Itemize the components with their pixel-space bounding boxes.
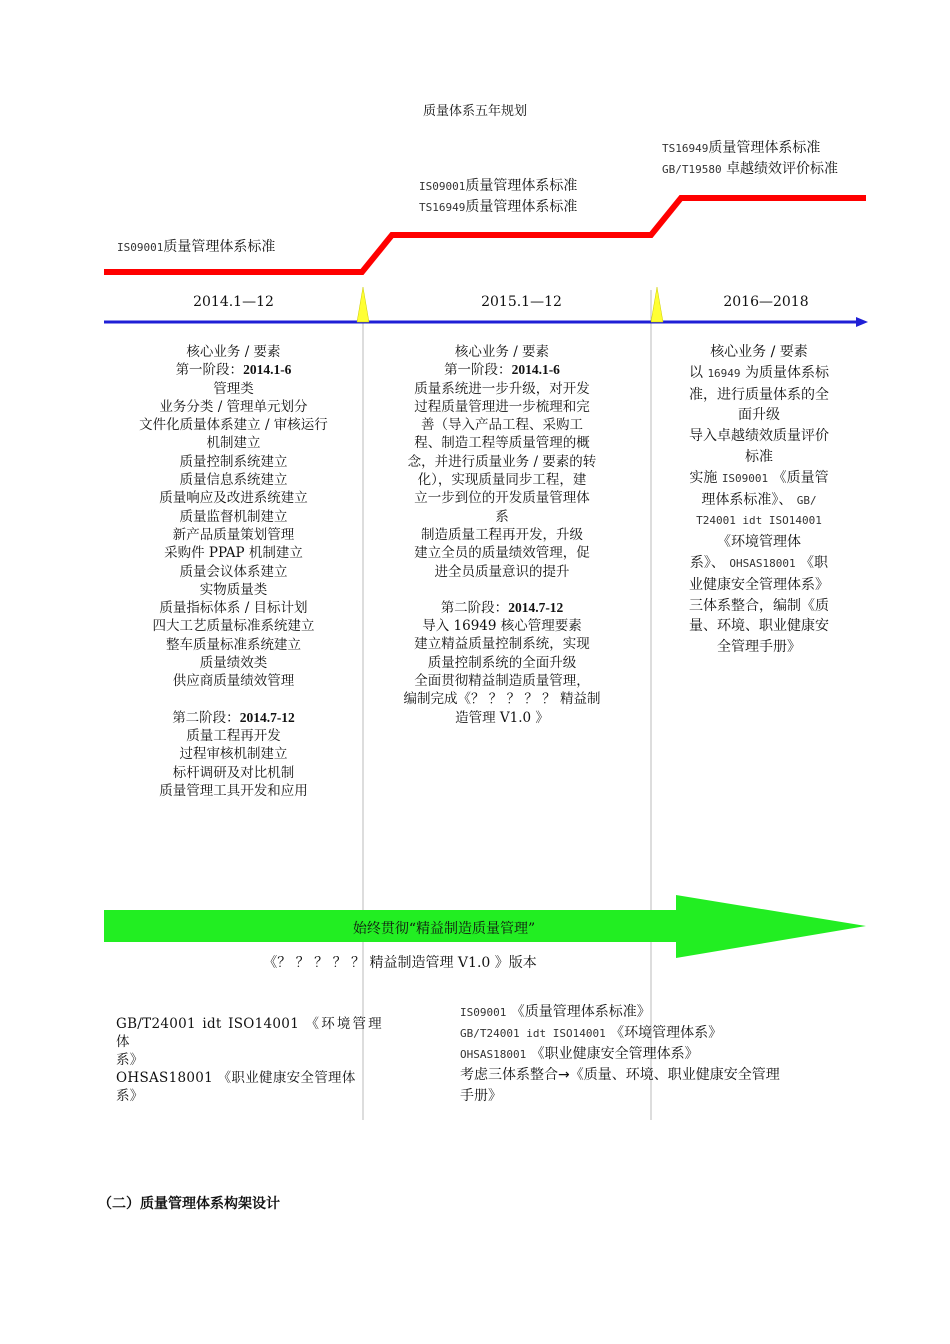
column-header: 核心业务 / 要素 bbox=[454, 344, 550, 360]
col3-line: 准，进行质量体系的全 bbox=[689, 386, 829, 403]
stage-heading: 第一阶段：2014.1-6 bbox=[175, 362, 292, 379]
stage-heading: 第一阶段：2014.1-6 bbox=[444, 362, 560, 379]
timeline-arrowhead bbox=[856, 317, 868, 327]
stage-item: 立一步到位的开发质量管理体 bbox=[414, 490, 590, 507]
stage-item: 念，并进行质量业务 / 要素的转 bbox=[407, 453, 597, 470]
bottom-left-standards bbox=[116, 1015, 382, 1105]
standard-label-2015: IS09001质量管理体系标准 TS16949质量管理体系标准 bbox=[419, 178, 578, 215]
version-label: 《？ ？ ？ ？ ？ 精益制造管理 V1.0 》版本 bbox=[263, 955, 537, 971]
bottom-left-line: 系》 bbox=[116, 1052, 144, 1068]
bottom-right-line: GB/T24001 idt ISO14001 《环境管理体系》 bbox=[460, 1025, 723, 1041]
stage-item: 过程质量管理进一步梳理和完 bbox=[414, 398, 590, 415]
stage-item: 善（导入产品工程、采购工 bbox=[421, 417, 583, 434]
stage-item: 新产品质量策划管理 bbox=[172, 526, 295, 543]
section-heading: （二）质量管理体系构架设计 bbox=[98, 1196, 280, 1212]
col3-line: T24001 idt ISO14001 bbox=[696, 514, 822, 528]
column-2015 bbox=[388, 343, 616, 727]
col3-line: 以 16949 为质量体系标 bbox=[688, 364, 830, 381]
stage-item: 质量会议体系建立 bbox=[179, 563, 288, 580]
bottom-right-standards bbox=[460, 1002, 850, 1107]
stage-item: 质量指标体系 / 目标计划 bbox=[159, 600, 308, 617]
bottom-right-line: 考虑三体系整合→《质量、环境、职业健康安全管理 bbox=[460, 1067, 780, 1083]
stage-item: 质量控制系统的全面升级 bbox=[427, 654, 577, 671]
stage-item: 采购件 PPAP 机制建立 bbox=[164, 545, 303, 562]
milestone-marker-2 bbox=[651, 287, 663, 322]
stage-item: 质量绩效类 bbox=[199, 655, 268, 672]
col3-line: 三体系整合，编制《质 bbox=[689, 597, 829, 614]
col3-line: 面升级 bbox=[738, 407, 780, 424]
period-label-3: 2016—2018 bbox=[723, 294, 809, 310]
stage2-item-list bbox=[104, 727, 363, 800]
stage-item: 建立精益质量控制系统，实现 bbox=[414, 636, 590, 653]
bottom-left-line: OHSAS18001 《职业健康安全管理体 bbox=[116, 1070, 356, 1086]
bottom-right-line: IS09001 《质量管理体系标准》 bbox=[460, 1004, 651, 1020]
lean-quality-arrow-label: 始终贯彻“精益制造质量管理” bbox=[352, 921, 536, 937]
column-header: 核心业务 / 要素 bbox=[710, 344, 808, 360]
stage-item: 造管理 V1.0 》 bbox=[455, 709, 549, 726]
stage-item: 质量系统进一步升级，对开发 bbox=[414, 380, 590, 397]
stage-item: 标杆调研及对比机制 bbox=[172, 764, 295, 781]
stage-item: 文件化质量体系建立 / 审核运行 bbox=[139, 417, 328, 434]
stage-item: 管理类 bbox=[213, 380, 254, 397]
stage-item: 质量管理工具开发和应用 bbox=[159, 782, 308, 799]
stage-item: 系 bbox=[495, 508, 509, 525]
stage-heading: 第二阶段：2014.7-12 bbox=[440, 599, 564, 616]
stage1-item-list bbox=[388, 380, 616, 581]
col3-line: 系》、 OHSAS18001 《职 bbox=[689, 554, 829, 571]
stage1-item-list bbox=[104, 380, 363, 691]
stage-item: 质量工程再开发 bbox=[186, 727, 281, 744]
stage2-item-list bbox=[388, 617, 616, 727]
standard-label-2016: TS16949质量管理体系标准 GB/T19580 卓越绩效评价标准 bbox=[662, 140, 839, 177]
stage-item: 质量控制系统建立 bbox=[179, 453, 288, 470]
stage-item: 导入 16949 核心管理要素 bbox=[422, 618, 582, 635]
period-label-2: 2015.1—12 bbox=[481, 294, 562, 310]
period-label-1: 2014.1—12 bbox=[193, 294, 274, 310]
col3-line: 实施 IS09001 《质量管 bbox=[689, 469, 829, 486]
bottom-left-line: GB/T24001 idt ISO14001 《环境管理体 bbox=[116, 1016, 382, 1050]
col3-line: 全管理手册》 bbox=[717, 639, 801, 656]
stage-item: 四大工艺质量标准系统建立 bbox=[152, 618, 315, 635]
stage-item: 程、制造工程等质量管理的概 bbox=[414, 435, 590, 452]
bottom-right-line: OHSAS18001 《职业健康安全管理体系》 bbox=[460, 1046, 699, 1062]
stage-heading: 第二阶段：2014.7-12 bbox=[172, 709, 295, 726]
stage-item: 实物质量类 bbox=[199, 581, 268, 598]
col3-line: 《环境管理体 bbox=[717, 534, 801, 551]
bottom-left-line: 系》 bbox=[116, 1088, 144, 1104]
standard-label-2014: IS09001质量管理体系标准 bbox=[117, 239, 276, 255]
stage-item: 进全员质量意识的提升 bbox=[434, 563, 570, 580]
stage-item: 供应商质量绩效管理 bbox=[172, 673, 295, 690]
stage-item: 整车质量标准系统建立 bbox=[166, 636, 301, 653]
col3-line: 业健康安全管理体系》 bbox=[689, 576, 829, 593]
stage-item: 编制完成《？ ？ ？ ？ ？ 精益制 bbox=[403, 691, 601, 708]
stage-item: 质量监督机制建立 bbox=[179, 508, 288, 525]
stage-item: 过程审核机制建立 bbox=[179, 746, 288, 763]
column-2014 bbox=[104, 343, 363, 800]
bottom-right-line: 手册》 bbox=[460, 1088, 502, 1104]
col3-line: 量、环境、职业健康安 bbox=[689, 618, 829, 635]
stage-item: 化），实现质量同步工程，建 bbox=[417, 472, 587, 489]
column-2016-2018 bbox=[668, 342, 850, 658]
stage-item: 质量信息系统建立 bbox=[179, 472, 288, 489]
column-header: 核心业务 / 要素 bbox=[186, 344, 281, 360]
col3-line: 标准 bbox=[745, 448, 773, 465]
page-title: 质量体系五年规划 bbox=[422, 104, 527, 119]
stage-item: 建立全员的质量绩效管理，促 bbox=[414, 545, 590, 562]
stage-item: 机制建立 bbox=[206, 435, 261, 452]
stage-item: 制造质量工程再开发，升级 bbox=[421, 526, 583, 543]
col3-line: 导入卓越绩效质量评价 bbox=[689, 428, 829, 445]
col3-line: 理体系标准》、 GB/ bbox=[701, 491, 817, 508]
stage-item: 业务分类 / 管理单元划分 bbox=[159, 398, 308, 415]
stage-item: 质量响应及改进系统建立 bbox=[159, 490, 308, 507]
stage-item: 全面贯彻精益制造质量管理， bbox=[414, 673, 590, 690]
